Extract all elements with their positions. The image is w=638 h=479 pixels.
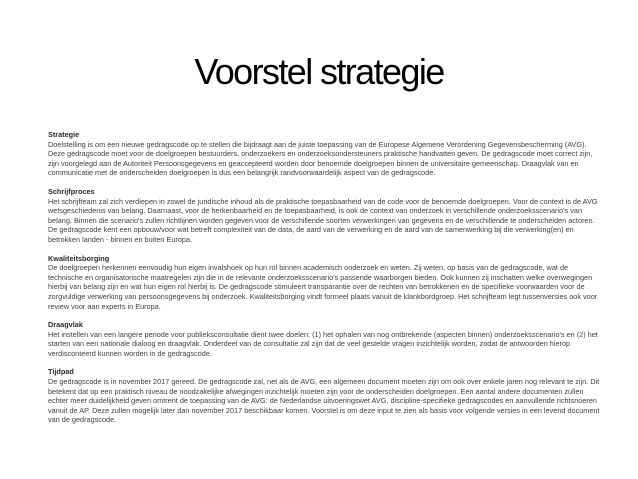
section-strategie bbox=[48, 130, 600, 178]
section-text: Het schrijfteam zal zich verdiepen in zowel de juridische inhoud als de praktische toepasbaarheid van de code voor de benoemde doelgroepen. Voor de context is de AVG wetsgeschiedenis van belang. Daarnaast, voor de herkenbaarheid en de toepasbaarheid, is ook de context van onderzoek in verschillende onderzoeksscenario's van belang. Binnen die scenario's zullen richtlijnen worden gegeven voor de verschillende soorten verwerkingen van gegevens en de verschillende te onderscheiden actoren. De gedragscode kent een opbouw/voor wat betreft complexiteit van de data, de aard van de verwerking en de aard van de samenwerking bij die verwerking(en) en betrokken landen - binnen en buiten Europa. bbox=[48, 196, 598, 244]
section-text: De doelgroepen herkennen eenvoudig hun eigen invalshoek op hun rol binnen academisch onderzoek en weten. Zij weten, op basis van de gedragscode, wat de technische en organisatorische maatregelen zijn die in de relevante onderzoeksscenario's passende waarborgen bieden. Ook kunnen zij inschatten welke overwegingen hierbij van belang zijn en wat hun eigen rol hierbij is. De gedragscode stimuleert transparantie over de rechten van betrokkenen en de specifieke voorwaarden voor de zorgvuldige verwerking van persoonsgegevens bij onderzoek. Kwaliteitsborging vindt formeel plaats vanuit de klankbordgroep. Het schrijfteam legt tussenversies ook voor review voor aan experts in Europa. bbox=[48, 263, 598, 311]
section-heading: Tijdpad bbox=[48, 367, 74, 377]
section-heading: Schrijfproces bbox=[48, 186, 95, 196]
section-kwaliteitsborging bbox=[48, 254, 600, 312]
slide-title: Voorstel strategie bbox=[194, 51, 444, 92]
section-text: Het instellen van een langere periode voor publieksconsultatie dient twee doelen: (1) het ophalen van nog ontbrekende (aspecten binnen) onderzoeksscenario's en (2) het starten van een nationale dialoog en draagvlak. Onderdeel van de consultatie zal zijn dat de veel gestelde vragen inzichtelijk worden, zodat de antwoorden hierop verdisconteerd kunnen worden in de gedragscode. bbox=[48, 329, 598, 358]
section-text: De gedragscode is in november 2017 gereed. De gedragscode zal, net als de AVG, een algemeen document moeten zijn om ook over enkele jaren nog relevant te zijn. Dit betekent dat op een praktisch niveau de noodzakelijke afwegingen inzichtelijk moeten zijn voor de onderscheiden doelgroepen. Een aantal andere documenten zullen echter meer duidelijkheid geven omtrent de toepassing van de AVG: de Nederlandse uitvoeringswet AVG, discipline-specifieke gedragscodes en aanvullende richtsnoeren vanuit de AP. Deze zullen mogelijk later dan november 2017 beschikbaar komen. Voorstel is om deze input te zien als basis voor volgende versies in een levend document van de gedragscode. bbox=[48, 377, 600, 425]
slide-body bbox=[48, 130, 600, 434]
section-draagvlak bbox=[48, 320, 600, 358]
section-tijdpad bbox=[48, 367, 600, 425]
section-text: Doelstelling is om een nieuwe gedragscode op te stellen die bijdraagt aan de juiste toepassing van de Europese Algemene Verordening Gegevensbescherming (AVG). Deze gedragscode moet voor de doelgroepen bestuurders, onderzoekers en onderzoeksondersteuners praktische handvatten geven. De gedragscode moet correct zijn, zijn voorgelegd aan de Autoriteit Persoonsgegevens en geaccepteerd worden door benoemde doelgroepen binnen de universitaire gemeenschap. Draagvlak van en communicatie met de onderscheiden doelgroepen is dus een belangrijk randvoorwaardelijk aspect van de gedragscode. bbox=[48, 139, 593, 178]
section-heading: Kwaliteitsborging bbox=[48, 253, 110, 263]
section-schrijfproces bbox=[48, 187, 600, 245]
section-heading: Strategie bbox=[48, 130, 80, 139]
section-heading: Draagvlak bbox=[48, 320, 83, 330]
